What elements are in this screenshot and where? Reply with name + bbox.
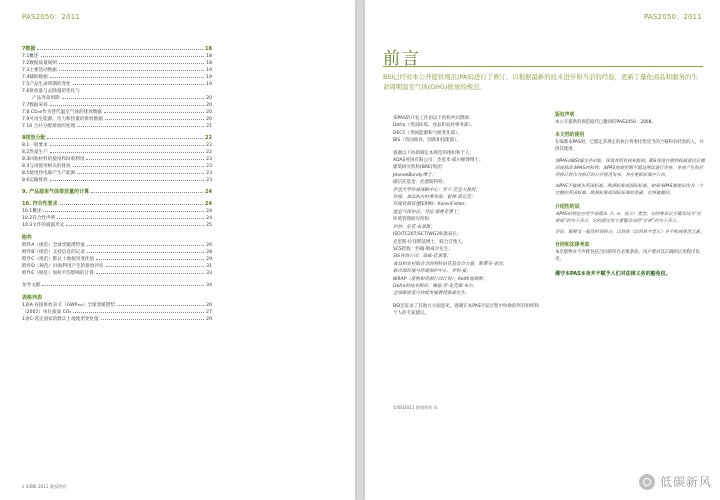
toc-leader-dots [57, 218, 204, 219]
toc-entry-label: 8.5使用热电联产生产能源 [22, 171, 76, 176]
toc-entry [22, 109, 212, 116]
toc-entry-page: 23 [206, 164, 212, 169]
figure-entry-page: 29 [206, 317, 212, 322]
toc-entry [22, 135, 212, 142]
section-heading: 合同和法律考虑 [555, 242, 590, 249]
toc-entry-page: 23 [206, 157, 212, 162]
page-title: 前言 [383, 49, 421, 69]
toc-entry-page: 18 [205, 46, 212, 52]
toc-leader-dots [41, 56, 205, 57]
toc-leader-dots [50, 152, 204, 153]
toc-entry [22, 46, 212, 53]
body-line: SCS控股：约翰·斯威尔先生； [393, 246, 453, 252]
toc-entry-label: 10.3文件的披露形式 [22, 223, 65, 228]
toc-leader-dots [43, 211, 204, 212]
body-line: ADAS英国有限公司：杰里米·威尔顿博博士； [393, 158, 484, 164]
body-line: BIS（英国商业、创新和技能部）。 [393, 138, 462, 144]
toc-entry-page: 21 [206, 124, 212, 129]
figure-entry-page: 27 [206, 310, 212, 315]
toc-entry-label: 7.1概述 [22, 54, 39, 59]
toc-entry-page: 28 [206, 250, 212, 255]
toc-entry-label: 8.3回收材料的使用和回收利用 [22, 157, 85, 162]
section-text: 本PAS的规定应用字母提出（i、e，直立）类型。它的要求以主键动词为“应该成”的句子表示，它的建议用主要键动词用“应该”的句子表示。 [555, 211, 702, 224]
body-line: 建筑研究机构(BRE)集团： [393, 165, 447, 171]
toc-entry-label: 7.8 CO₂e作为替代温室气体的排放数据 [22, 110, 102, 115]
toc-entry [22, 215, 212, 222]
body-line: Defra（英国环境、食品和农村事务部）、 [393, 123, 476, 129]
toc-entry [22, 170, 212, 177]
body-line: 该PAS的开发工作由以下机构共同赞助： [393, 116, 474, 121]
toc-entry-label: 7.7数据采样 [22, 103, 48, 108]
title-divider [383, 66, 703, 67]
page-footer: ii ©BSI 2011 版权所有 [22, 484, 67, 489]
toc-entry [22, 67, 212, 74]
body-line: 温室气体协议：劳拉·德鲁克博士； [393, 209, 462, 215]
toc-entry-page: 20 [206, 110, 212, 115]
toc-entry-page: 24 [205, 189, 212, 195]
watermark-text: 低碳新风 [659, 475, 712, 489]
toc-entry [22, 249, 212, 256]
toc-leader-dots [106, 266, 205, 267]
section-heading: 介绍性的说 [555, 203, 580, 210]
toc-entry-label: 7.10 合并分配排放的处理 [22, 124, 76, 129]
toc-entry-label: 7数据 [22, 46, 36, 52]
toc-entry [22, 242, 212, 249]
figure-entry [22, 316, 212, 323]
toc-entry-label: 7.5产品生命周期的变化 [22, 82, 71, 87]
toc-entry-page: 20 [206, 96, 212, 101]
toc-entry-label: 附件A（规范）全球变暖潜势值 [22, 243, 85, 248]
toc-entry-page: 34 [206, 283, 212, 288]
toc-leader-dots [96, 273, 204, 274]
toc-entry-page: 26 [206, 243, 212, 248]
running-header: PAS2050：2011 [643, 13, 702, 21]
section-text: 评论、解释及一般资料资料分，以斜体（以斜体字显示）并不构成规范元素。 [555, 230, 705, 236]
right-page [365, 0, 720, 500]
toc-entry-page: 22 [206, 143, 212, 148]
toc-entry-label: 8.2热量生产 [22, 150, 48, 155]
body-line: 食品和农村联合会的利特伯克基金会力量，斯蒂芬·奎因； [393, 261, 507, 267]
toc-leader-dots [50, 145, 204, 146]
toc-entry-page: 33 [206, 271, 212, 276]
body-line: 感谢以下协助制定本规范的组织和个人： [393, 150, 474, 156]
toc-entry-label: 9. 产品温室气体排放量的计算 [22, 189, 90, 195]
body-line: 环境资源管理(ERM)：KarenFisher； [393, 202, 470, 208]
figures-heading: 表格列表 [22, 295, 43, 301]
toc-entry-label: 7.6排放量与去除量的变化与 [22, 89, 80, 94]
toc-entry-label: 10.2符合性声明 [22, 216, 56, 221]
left-page [0, 0, 355, 500]
side-column [555, 111, 705, 278]
toc-entry [22, 189, 212, 196]
body-line: SIS咨询公司：高峰·克莱蒙； [393, 254, 451, 260]
toc-entry [22, 177, 212, 184]
toc-entry-label: 附件E（规范）加权平均影响的计算 [22, 271, 94, 276]
running-header: PAS2050：2011 [22, 13, 81, 21]
toc-entry [22, 60, 212, 67]
toc-entry [22, 163, 212, 170]
toc-leader-dots [60, 204, 203, 205]
toc-leader-dots [87, 252, 204, 253]
body-line: 联合国环境与环境保护中心、罗科·豪； [393, 269, 471, 275]
toc-entry [22, 116, 212, 123]
toc-leader-dots [50, 77, 204, 78]
toc-entry [22, 222, 212, 229]
intro-paragraph: BSI已经对本公开提供规范(PAS)进行了修订，以根据最新的技术进步和当前的经验，更新了量化商品和服务的生命周期温室气体(GHG)排放的规范。 [383, 73, 698, 91]
toc-leader-dots [66, 225, 204, 226]
toc-leader-dots [73, 312, 204, 313]
figure-entry-label: 1表A-直接排放表 C（GWP₁₀₀）全球变暖潜势 [22, 303, 116, 308]
toc-leader-dots [77, 126, 204, 127]
section-text: 本公开提供的规范取代已撤回的PAS2050：2008。 [555, 120, 656, 125]
toc-entry-page: 23 [206, 178, 212, 183]
body-line: 环境管理研究所和 [393, 217, 429, 223]
body-line: BSI还征求了其他方方面意见。感谢在本PAS开发过程中协助的所有组织和个人的专家建议。 [393, 303, 540, 317]
toc-entry-page: 25 [206, 223, 212, 228]
body-line: 萨里大学环境战略中心：罗兰·克里夫教授； [393, 187, 480, 193]
toc-entry [22, 102, 212, 109]
toc-entry-label: 附件B（规范）支持信息的记录 [22, 250, 85, 255]
toc-entry [22, 256, 212, 263]
toc-leader-dots [73, 84, 204, 85]
main-column [393, 115, 543, 318]
figure-entry-label: （2007）单位质量 CO₂ [22, 310, 72, 315]
toc-leader-dots [73, 166, 204, 167]
toc-entry-label: 7.3主要活动数据 [22, 68, 57, 73]
toc-entry-page: 19 [206, 82, 212, 87]
toc-entry-label: 8.4与再使用相关的排放 [22, 164, 71, 169]
legal-notice: 遵守本PAS本身并不赋予人们对法律义务的豁免权。 [555, 270, 671, 277]
toc-leader-dots [37, 49, 203, 50]
toc-entry-label: 参考文献 [22, 283, 41, 288]
toc-entry [22, 201, 212, 208]
toc-entry [22, 123, 212, 130]
toc-entry [22, 81, 212, 88]
body-line: 全球碳密度可持续发展教授詹森先生。 [393, 291, 470, 297]
toc-entry-page: 20 [206, 103, 212, 108]
figure-entry [22, 309, 212, 316]
toc-entry-label: 附件C（规范）默认土地使用变化值 [22, 257, 95, 262]
toc-leader-dots [50, 105, 204, 106]
toc-entry [22, 263, 212, 270]
toc-leader-dots [104, 112, 204, 113]
section-text: 在编制本PAS时，已假定其规定的执行将委托给适当的合格和有经验的人，并供其使用。 [555, 140, 704, 153]
figure-entry [22, 302, 212, 309]
toc-leader-dots [50, 180, 204, 181]
body-line: Defra的技术顾问：琳恩·罗·麦克康·布尔， [393, 283, 478, 289]
toc-entry-page: 19 [206, 68, 212, 73]
body-line: 碳信托基金：托德斯科特； [393, 180, 447, 186]
toc-entry [22, 282, 212, 289]
toc-entry-page: 22 [206, 150, 212, 155]
toc-entry [22, 208, 212, 215]
toc-leader-dots [96, 259, 204, 260]
toc-leader-dots [105, 119, 204, 120]
toc-entry [22, 74, 212, 81]
body-line: 环境、食品和农村事务部：霍林·诺瓦克； [393, 195, 476, 201]
watermark-logo-icon [639, 474, 655, 490]
toc-entry-label: 产品寿命周期 [32, 96, 60, 101]
toc-entry-label: 8排放分配 [22, 135, 46, 141]
toc-leader-dots [91, 192, 203, 193]
toc-leader-dots [117, 305, 204, 306]
toc-entry-page: 20 [206, 117, 212, 122]
figure-entry-page: 26 [206, 303, 212, 308]
toc-entry-page: 24 [206, 216, 212, 221]
toc-heading: 附件 [22, 235, 33, 241]
page-footer: ©BSI2011 版权所有 iii [393, 405, 438, 410]
toc-leader-dots [87, 245, 204, 246]
toc-entry-page: 18 [206, 54, 212, 59]
toc-entry-page: 22 [205, 135, 212, 141]
toc-entry [22, 53, 212, 60]
toc-entry-page: 23 [206, 171, 212, 176]
toc-entry-label: 附件D（规范）回收利用产生的排放评估 [22, 264, 104, 269]
body-line: 评估：尼克·布莱斯； [393, 224, 435, 230]
section-text: 该PAS由BSI编写并出版，保留其所有权和版权。BSI保留在收到权威建议后撤回或修改本PAS的权利。本PAS的使用期不超过两年进行审查，审查产生的任何修订将作为修订的公开规范发布，并在更新标准中公布。 [555, 158, 705, 179]
table-of-contents [22, 46, 212, 323]
toc-leader-dots [47, 138, 203, 139]
toc-leader-dots [59, 70, 204, 71]
toc-leader-dots [42, 285, 204, 286]
toc-entry-page: 19 [206, 75, 212, 80]
toc-entry-page: 24 [205, 201, 212, 207]
toc-entry-page: 18 [206, 61, 212, 66]
toc-entry-page: 24 [206, 209, 212, 214]
section-heading: 本文档的使用 [555, 132, 585, 139]
toc-entry-label: 7.4辅助数据 [22, 75, 48, 80]
toc-entry-label: 10. 符合性要求 [22, 201, 58, 207]
body-line: WRAP（废物和资源行动计划）；Keith詹姆斯； [393, 276, 488, 282]
toc-leader-dots [77, 173, 204, 174]
toc-entry [22, 270, 212, 277]
toc-leader-dots [101, 319, 204, 320]
toc-leader-dots [86, 159, 204, 160]
body-line: 克里斯·拉登斯基博士，联合召集人； [393, 239, 467, 245]
toc-entry [22, 95, 212, 102]
toc-entry-label: 8.6运输排放 [22, 178, 48, 183]
toc-entry [22, 149, 212, 156]
body-line: DECC（英国能源和气候变化部）、 [393, 130, 462, 136]
toc-leader-dots [59, 63, 204, 64]
toc-leader-dots [62, 98, 205, 99]
toc-entry [22, 156, 212, 163]
section-text: 本出版物并不声称包括合同的所有必要条款。用户要对其正确的应用程序负责。 [555, 250, 700, 263]
toc-entry [22, 88, 212, 95]
toc-entry-label: 8.1一般要求 [22, 143, 48, 148]
toc-entry [22, 142, 212, 149]
section-text: 本PAS不被视为英国标准。欧洲标准或国际标准。如果本PAS被提出作为一个完整的英国标准、欧洲标准或国际标准的基础，它将被撤回。 [555, 184, 704, 197]
toc-entry-label: 7.9可再生能源、电力和热量的排放数据 [22, 117, 103, 122]
toc-entry-page: 29 [206, 257, 212, 262]
toc-entry-label: 7.2数据质量规则 [22, 61, 57, 66]
toc-entry-label: 10.1概述 [22, 209, 42, 214]
figure-entry-label: 1表C-选定国家的默认土地使用变化值 [22, 317, 99, 322]
body-line: ISO/TC207/SC7/WG2标准局长； [393, 232, 462, 238]
toc-entry-page: 31 [206, 264, 212, 269]
watermark [639, 473, 712, 490]
section-heading: 版权声明 [555, 112, 575, 118]
body-line: JeanneBundy博士； [393, 172, 437, 178]
